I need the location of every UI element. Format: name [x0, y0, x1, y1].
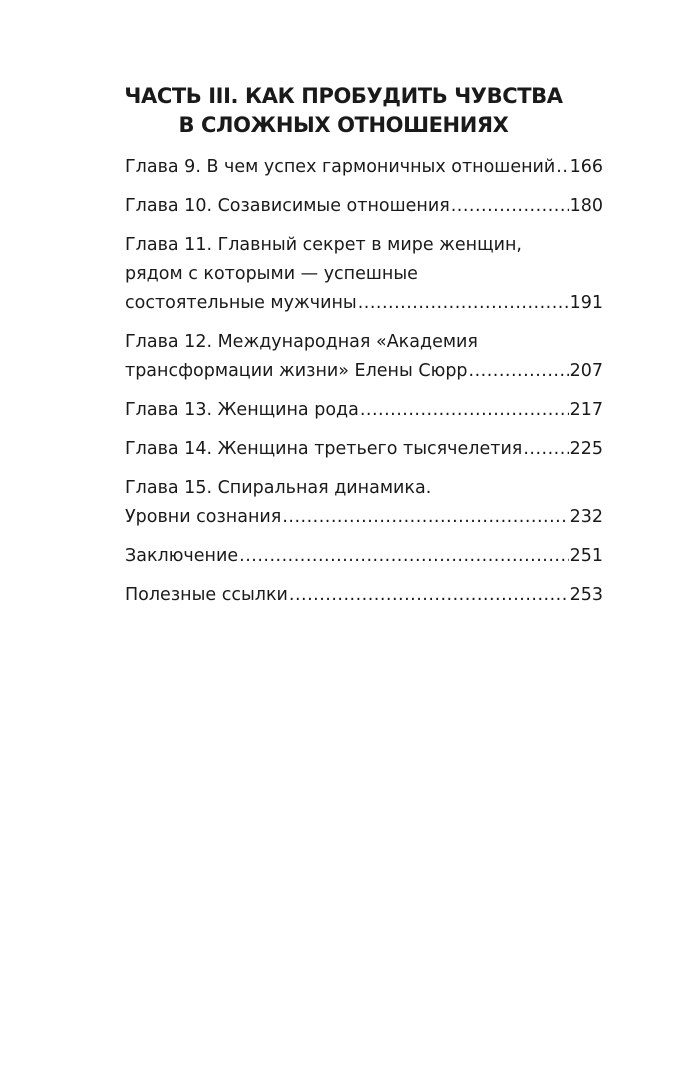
- table-of-contents: [125, 153, 603, 620]
- toc-entry-chapter-12[interactable]: [125, 328, 603, 386]
- toc-page-number: 225: [569, 439, 603, 459]
- toc-entry-chapter-11[interactable]: [125, 231, 603, 318]
- dot-leader: [358, 289, 569, 318]
- part-heading: [0, 82, 687, 140]
- toc-entry-title-line: трансформации жизни» Елены Сюрр: [125, 361, 468, 381]
- toc-entry-title-line: Глава 11. Главный секрет в мире женщин,: [125, 235, 522, 255]
- toc-entry-title-line: рядом с которыми — успешные: [125, 264, 418, 284]
- toc-page-number: 166: [569, 157, 603, 177]
- toc-entry-conclusion[interactable]: [125, 542, 603, 571]
- toc-entry-title: Заключение: [125, 546, 239, 566]
- dot-leader: [360, 396, 569, 425]
- toc-entry-title: Глава 9. В чем успех гармоничных отношений: [125, 157, 556, 177]
- toc-entry-title: Глава 10. Созависимые отношения: [125, 196, 450, 216]
- dot-leader: [523, 435, 568, 464]
- toc-page-number: 232: [569, 507, 603, 527]
- dot-leader: [282, 503, 568, 532]
- dot-leader: [239, 542, 568, 571]
- toc-page-number: 207: [569, 361, 603, 381]
- toc-entry-title: Глава 14. Женщина третьего тысячелетия: [125, 439, 523, 459]
- part-heading-line-1: ЧАСТЬ III. КАК ПРОБУДИТЬ ЧУВСТВА: [124, 84, 563, 108]
- toc-page-number: 180: [569, 196, 603, 216]
- toc-entry-title-line: Уровни сознания: [125, 507, 282, 527]
- toc-entry-chapter-15[interactable]: [125, 474, 603, 532]
- toc-entry-useful-links[interactable]: [125, 581, 603, 610]
- part-heading-line-2: В СЛОЖНЫХ ОТНОШЕНИЯХ: [178, 113, 509, 137]
- toc-entry-chapter-14[interactable]: [125, 435, 603, 464]
- toc-page-number: 191: [569, 293, 603, 313]
- dot-leader: [289, 581, 569, 610]
- toc-page-number: 251: [569, 546, 603, 566]
- dot-leader: [451, 192, 569, 221]
- toc-entry-title-line: Глава 12. Международная «Академия: [125, 332, 478, 352]
- dot-leader: [469, 357, 569, 386]
- toc-entry-title: Глава 13. Женщина рода: [125, 400, 359, 420]
- dot-leader: [556, 153, 568, 182]
- toc-entry-chapter-13[interactable]: [125, 396, 603, 425]
- toc-entry-title-line: состоятельные мужчины: [125, 293, 357, 313]
- toc-page-number: 217: [569, 400, 603, 420]
- toc-entry-title: Полезные ссылки: [125, 585, 288, 605]
- toc-entry-title-line: Глава 15. Спиральная динамика.: [125, 478, 432, 498]
- toc-page-number: 253: [569, 585, 603, 605]
- toc-entry-chapter-9[interactable]: [125, 153, 603, 182]
- toc-entry-chapter-10[interactable]: [125, 192, 603, 221]
